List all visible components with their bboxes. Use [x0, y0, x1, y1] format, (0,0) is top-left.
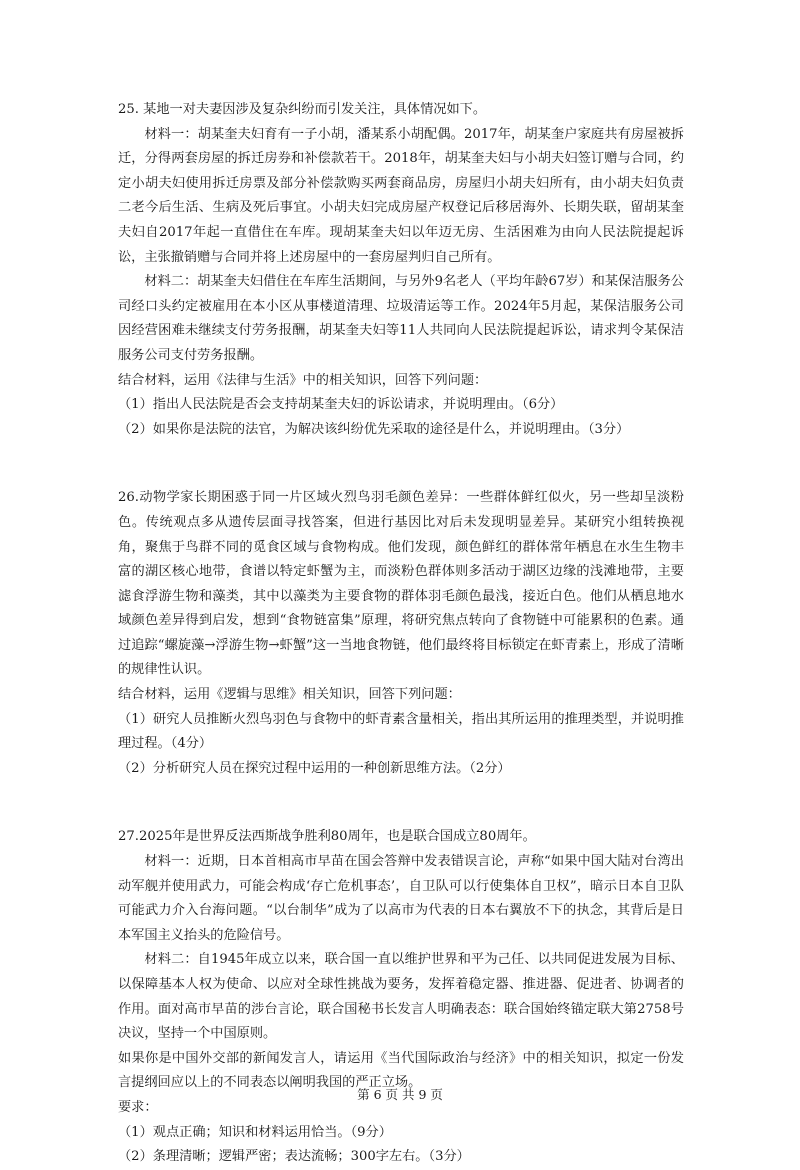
question-title: 26.动物学家长期困惑于同一片区域火烈鸟羽毛颜色差异：一些群体鲜红似火，另一些却呈淡粉色。传统观点多从遗传层面寻找答案，但进行基因比对后未发现明显差异。某研究小组转换视角，聚焦于鸟群不同的觅食区域与食物构成。他们发现，颜色鲜红的群体常年栖息在水生生物丰富的湖区核心地带，食谱以特定虾蟹为主，而淡粉色群体则多活动于湖区边缘的浅滩地带，主要滤食浮游生物和藻类，其中以藻类为主要食物的群体羽毛颜色最浅，接近白色。他们从栖息地水域颜色差异得到启发，想到“食物链富集”原理，将研究焦点转向了食物链中可能累积的色素。通过追踪“螺旋藻→浮游生物→虾蟹”这一当地食物链，他们最终将目标锁定在虾青素上，形成了清晰的规律性认识。 — [118, 490, 684, 678]
material-one: 材料一：近期，日本首相高市早苗在国会答辩中发表错误言论，声称“如果中国大陆对台湾出动军舰并使用武力，可能会构成‘存亡危机事态’，自卫队可以行使集体自卫权”，暗示日本自卫队可能武力介入台海问题。“以台制华”成为了以高市为代表的日本右翼放不下的执念，其背后是日本军国主义抬头的危险信号。 — [118, 854, 684, 943]
question-prompt: 结合材料，运用《逻辑与思维》相关知识，回答下列问题： — [118, 687, 461, 703]
sub-question-1: （1）指出人民法院是否会支持胡某奎夫妇的诉讼请求，并说明理由。（6分） — [118, 397, 564, 413]
requirement-1: （1）观点正确；知识和材料运用恰当。（9分） — [118, 1124, 392, 1140]
page-content — [118, 98, 684, 1170]
requirement-2: （2）条理清晰；逻辑严密；表达流畅；300字左右。（3分） — [118, 1149, 470, 1165]
question-title: 25. 某地一对夫妻因涉及复杂纠纷而引发关注，具体情况如下。 — [118, 102, 487, 117]
material-two: 材料二：自1945年成立以来，联合国一直以维护世界和平为己任、以共同促进发展为目标、以保障基本人权为使命、以应对全球性挑战为要务，发挥着稳定器、推进器、促进者、协调者的作用。面对高市早苗的涉台言论，联合国秘书长发言人明确表态：联合国始终锚定联大第2758号决议，坚持一个中国原则。 — [118, 952, 684, 1042]
material-one: 材料一：胡某奎夫妇育有一子小胡，潘某系小胡配偶。2017年，胡某奎户家庭共有房屋被拆迁，分得两套房屋的拆迁房券和补偿款若干。2018年，胡某奎夫妇与小胡夫妇签订赠与合同，约定小胡夫妇使用拆迁房票及部分补偿款购买两套商品房，房屋归小胡夫妇所有，由小胡夫妇负责二老今后生活、生病及死后事宜。小胡夫妇完成房屋产权登记后移居海外、长期失联，留胡某奎夫妇自2017年起一直借住在车库。现胡某奎夫妇以年迈无房、生活困难为由向人民法院提起诉讼，主张撤销赠与合同并将上述房屋中的一套房屋判归自己所有。 — [118, 126, 684, 265]
question-title: 27.2025年是世界反法西斯战争胜利80周年，也是联合国成立80周年。 — [118, 829, 536, 845]
requirement-label: 要求： — [118, 1099, 158, 1115]
material-two: 材料二：胡某奎夫妇借住在车库生活期间，与另外9名老人（平均年龄67岁）和某保洁服务公司经口头约定被雇用在本小区从事楼道清理、垃圾清运等工作。2024年5月起，某保洁服务公司因经营困难未继续支付劳务报酬，胡某奎夫妇等11人共同向人民法院提起诉讼，请求判令某保洁服务公司支付劳务报酬。 — [118, 274, 684, 363]
question-prompt: 结合材料，运用《法律与生活》中的相关知识，回答下列问题： — [118, 372, 488, 388]
sub-question-1: （1）研究人员推断火烈鸟羽色与食物中的虾青素含量相关，指出其所运用的推理类型，并说明推理过程。（4分） — [118, 711, 684, 752]
question-25 — [118, 98, 684, 442]
sub-question-2: （2）分析研究人员在探究过程中运用的一种创新思维方法。（2分） — [118, 760, 511, 776]
question-26 — [118, 486, 684, 781]
question-prompt: 如果你是中国外交部的新闻发言人，请运用《当代国际政治与经济》中的相关知识，拟定一份发言提纲回应以上的不同表态以阐明我国的严正立场。 — [118, 1050, 684, 1091]
sub-question-2: （2）如果你是法院的法官，为解决该纠纷优先采取的途径是什么，并说明理由。（3分） — [118, 421, 630, 437]
question-27 — [118, 825, 684, 1169]
page-number: 第 6 页 共 9 页 — [357, 1087, 443, 1102]
